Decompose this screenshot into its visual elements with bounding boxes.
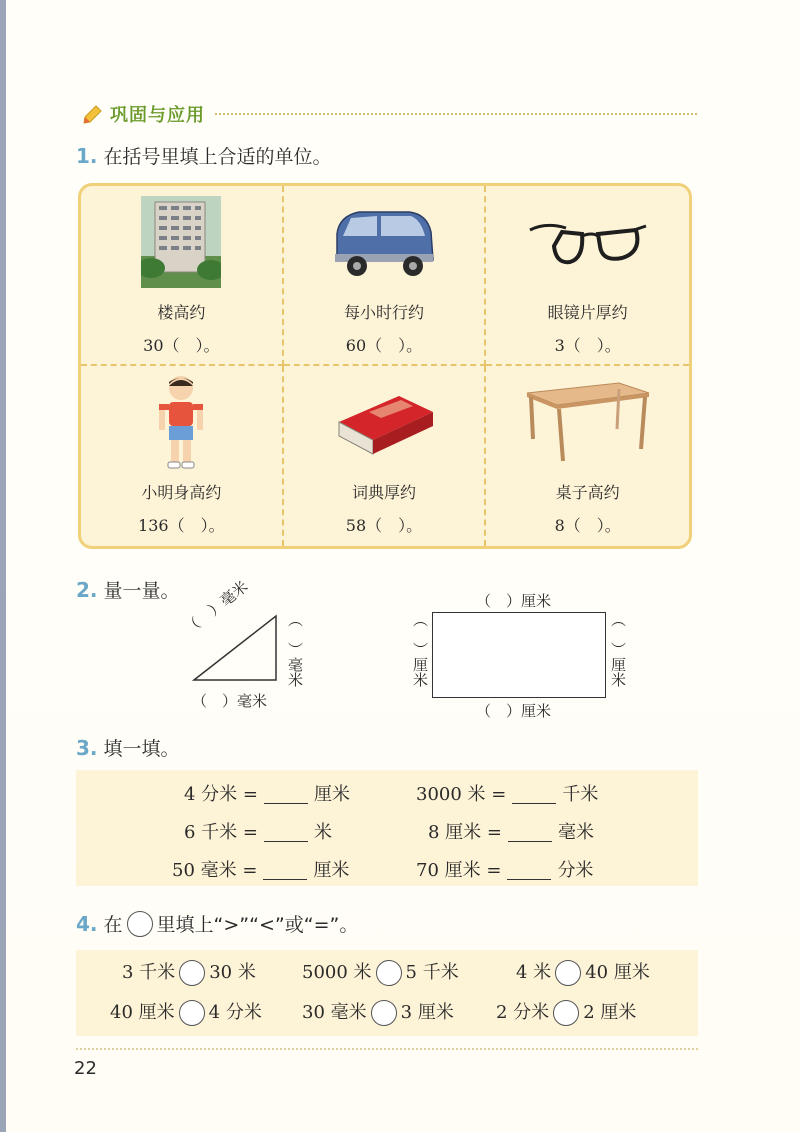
compare-left: 2 分米 — [496, 1002, 550, 1023]
header-dotted-line — [215, 113, 697, 115]
conversion-left: 6 千米 = — [184, 822, 258, 843]
grid-cell — [81, 366, 284, 546]
conversion-row — [184, 780, 350, 806]
triangle-hypotenuse-label[interactable]: （ ）毫米 — [181, 577, 252, 638]
boy-icon — [106, 372, 256, 472]
compare-circle[interactable] — [179, 1000, 205, 1026]
item-caption: 桌子高约 — [555, 483, 620, 502]
question-number: 4. — [76, 911, 98, 936]
conversion-row — [416, 856, 593, 882]
compare-left: 30 毫米 — [302, 1002, 367, 1023]
compare-circle[interactable] — [553, 1000, 579, 1026]
item-caption: 楼高约 — [157, 303, 206, 322]
question-number: 3. — [76, 735, 98, 760]
conversion-row — [172, 856, 349, 882]
compare-circle[interactable] — [371, 1000, 397, 1026]
grid-cell — [81, 186, 284, 366]
item-answer[interactable]: 136（ ）。 — [138, 516, 225, 535]
item-caption: 每小时行约 — [343, 303, 424, 322]
compare-left: 4 米 — [516, 962, 552, 983]
item-answer[interactable]: 60（ ）。 — [345, 336, 423, 355]
question-1-title — [76, 142, 332, 169]
rect-left-label[interactable]: （ ）厘米 — [411, 612, 429, 687]
grid-cell — [486, 186, 689, 366]
conversion-row — [428, 818, 594, 844]
unit-grid — [78, 183, 692, 549]
footer-dotted-line — [76, 1048, 698, 1050]
compare-item — [302, 998, 454, 1026]
triangle-base-label[interactable]: （ ）毫米 — [192, 692, 268, 710]
conversion-unit: 米 — [313, 822, 332, 843]
triangle-side-label[interactable]: （ ）毫米 — [286, 612, 304, 687]
conversion-left: 3000 米 = — [416, 784, 507, 805]
item-answer[interactable]: 58（ ）。 — [345, 516, 423, 535]
compare-right: 2 厘米 — [583, 1002, 637, 1023]
page-spine — [0, 0, 6, 1132]
compare-right: 3 厘米 — [400, 1002, 454, 1023]
compare-item — [122, 958, 256, 986]
compare-item — [516, 958, 650, 986]
compare-circle[interactable] — [555, 960, 581, 986]
rect-top-label[interactable]: （ ）厘米 — [476, 592, 552, 610]
item-caption: 词典厚约 — [351, 483, 416, 502]
item-caption: 眼镜片厚约 — [547, 303, 628, 322]
question-text-pre: 在 — [103, 914, 123, 936]
question-text: 在括号里填上合适的单位。 — [103, 146, 332, 168]
compare-right: 4 分米 — [208, 1002, 262, 1023]
grid-cell — [284, 186, 487, 366]
van-icon — [309, 192, 459, 292]
compare-item — [110, 998, 262, 1026]
pencil-icon — [82, 103, 104, 125]
grid-cell — [284, 366, 487, 546]
rect-bottom-label[interactable]: （ ）厘米 — [476, 702, 552, 720]
question-text-post: 里填上“>”“<”或“=”。 — [156, 914, 359, 936]
conversion-left: 70 厘米 = — [416, 860, 502, 881]
question-text: 填一填。 — [103, 738, 180, 760]
question-number: 1. — [76, 143, 98, 168]
answer-blank[interactable] — [512, 787, 556, 804]
conversion-left: 8 厘米 = — [428, 822, 502, 843]
item-answer[interactable]: 3（ ）。 — [554, 336, 621, 355]
section-title: 巩固与应用 — [110, 105, 205, 126]
compare-left: 3 千米 — [122, 962, 176, 983]
answer-blank[interactable] — [507, 863, 551, 880]
conversion-unit: 厘米 — [313, 860, 350, 881]
conversion-left: 4 分米 = — [184, 784, 258, 805]
dictionary-icon — [309, 372, 459, 472]
table-icon — [513, 372, 663, 472]
section-header — [82, 98, 697, 130]
answer-blank[interactable] — [264, 787, 308, 804]
compare-circle[interactable] — [376, 960, 402, 986]
question-2-title — [76, 576, 180, 603]
question-number: 2. — [76, 577, 98, 602]
page-number: 22 — [74, 1058, 97, 1079]
answer-blank[interactable] — [264, 825, 308, 842]
question-text: 量一量。 — [103, 580, 180, 602]
answer-blank[interactable] — [263, 863, 307, 880]
conversion-row — [416, 780, 598, 806]
item-answer[interactable]: 30（ ）。 — [143, 336, 220, 355]
compare-left: 40 厘米 — [110, 1002, 175, 1023]
compare-panel — [76, 950, 698, 1036]
compare-item — [302, 958, 459, 986]
conversion-unit: 分米 — [557, 860, 594, 881]
grid-cell — [486, 366, 689, 546]
compare-left: 5000 米 — [302, 962, 372, 983]
item-answer[interactable]: 8（ ）。 — [554, 516, 621, 535]
rect-right-label[interactable]: （ ）厘米 — [609, 612, 627, 687]
rectangle-figure — [432, 612, 606, 698]
fill-in-panel — [76, 770, 698, 886]
compare-right: 40 厘米 — [585, 962, 650, 983]
glasses-icon — [513, 192, 663, 292]
conversion-unit: 千米 — [562, 784, 599, 805]
item-caption: 小明身高约 — [141, 483, 222, 502]
answer-blank[interactable] — [508, 825, 552, 842]
conversion-left: 50 毫米 = — [172, 860, 258, 881]
conversion-unit: 毫米 — [557, 822, 594, 843]
compare-circle-icon — [127, 911, 153, 937]
question-4-title — [76, 910, 358, 937]
compare-item — [496, 998, 636, 1026]
compare-circle[interactable] — [179, 960, 205, 986]
compare-right: 30 米 — [209, 962, 256, 983]
conversion-row — [184, 818, 332, 844]
conversion-unit: 厘米 — [313, 784, 350, 805]
compare-right: 5 千米 — [405, 962, 459, 983]
building-icon — [106, 192, 256, 292]
question-3-title — [76, 734, 180, 761]
